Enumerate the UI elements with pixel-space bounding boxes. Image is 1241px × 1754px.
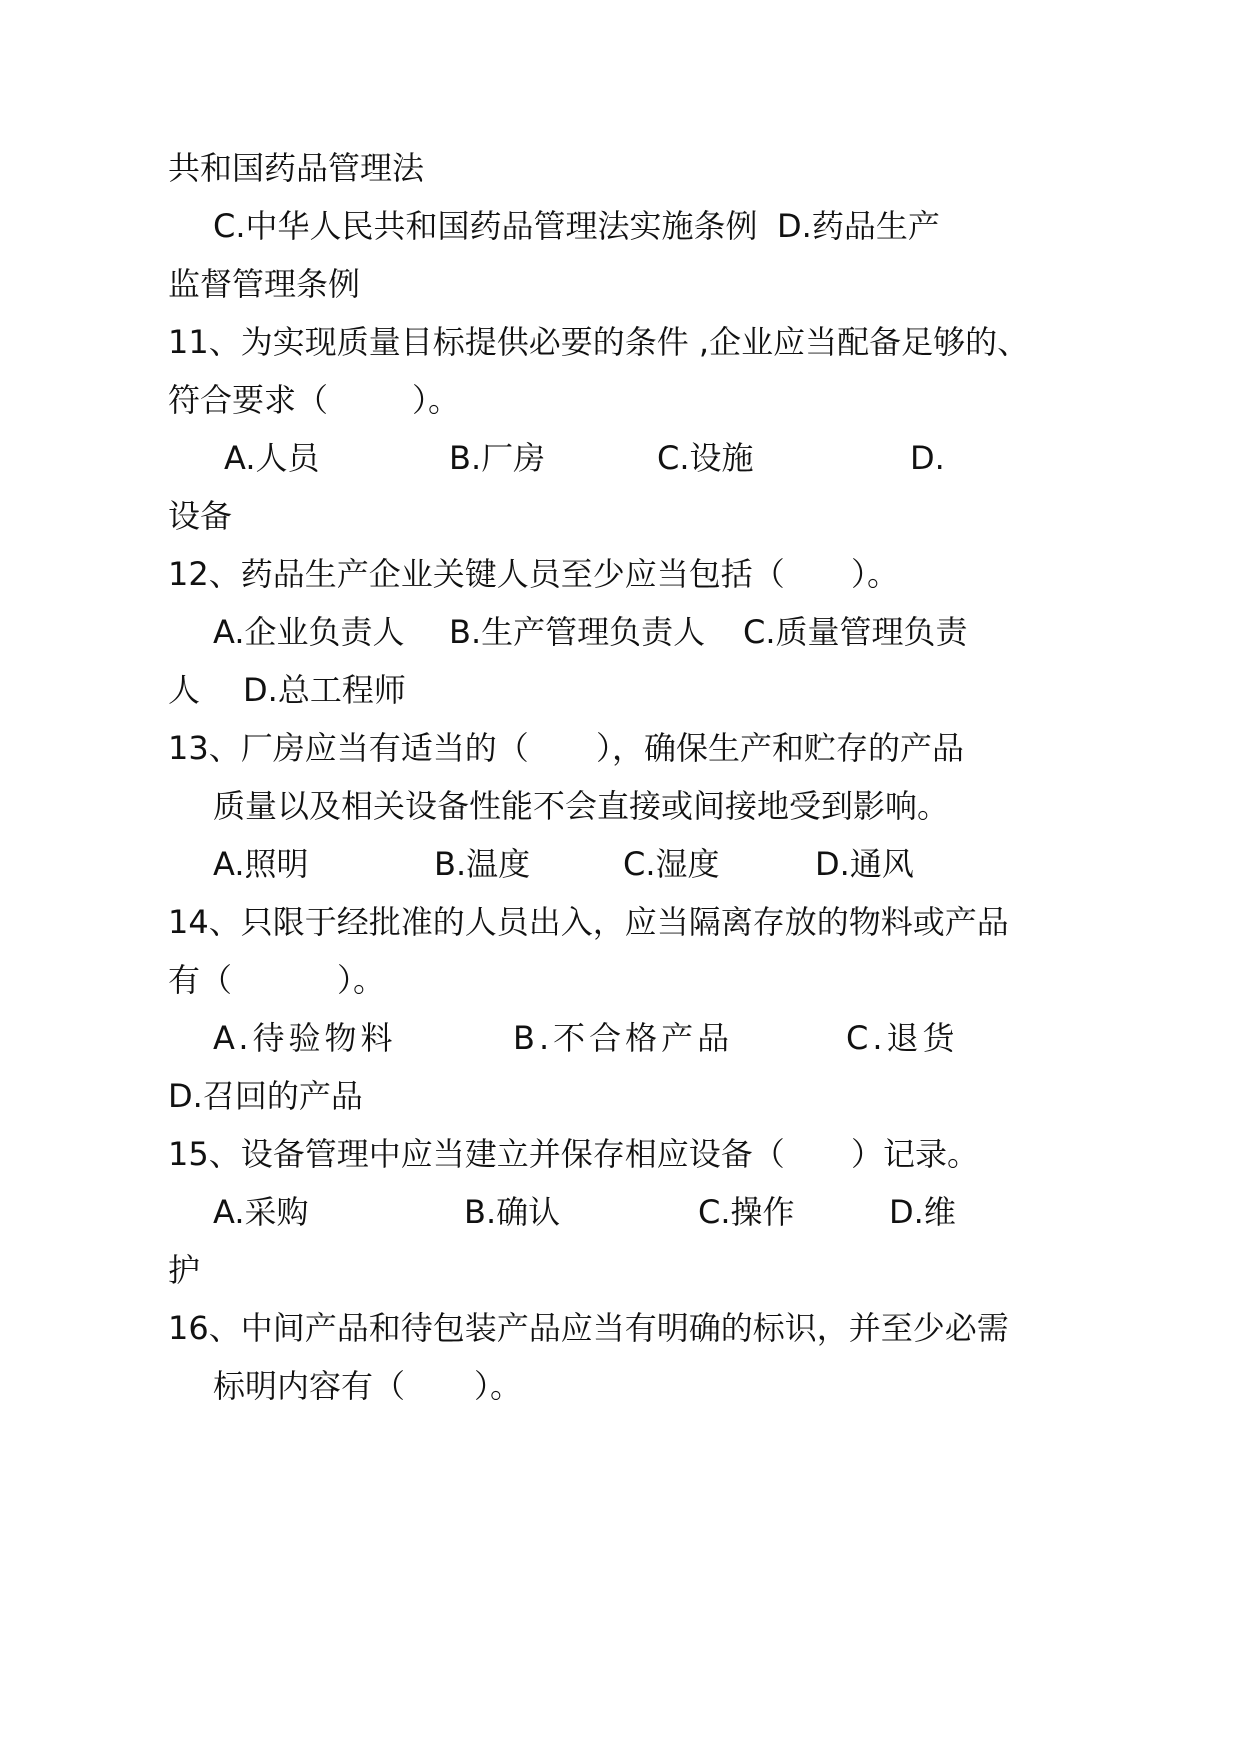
- question-13-text: 13、厂房应当有适当的（: [168, 729, 529, 767]
- question-11-option-d-wrap: 设备: [168, 497, 233, 535]
- question-14-option-d: D.召回的产品: [168, 1077, 363, 1115]
- question-13-option-c: C.湿度: [623, 845, 720, 883]
- question-13-text-cont: ），确保生产和贮存的产品: [596, 729, 965, 767]
- question-14-text: 14、只限于经批准的人员出入，应当隔离存放的物料或产品: [168, 903, 1009, 941]
- question-14-option-a: A.待验物料: [213, 1019, 397, 1057]
- question-12-option-b: B.生产管理负责人: [449, 613, 706, 651]
- question-15-option-b: B.确认: [464, 1193, 561, 1231]
- question-11-option-d: D.: [910, 439, 945, 477]
- question-15-option-d-wrap: 护: [168, 1251, 201, 1289]
- question-15-option-d: D.维: [889, 1193, 956, 1231]
- question-15-text: 15、设备管理中应当建立并保存相应设备（: [168, 1135, 785, 1173]
- question-16-text-wrap: 标明内容有（: [213, 1367, 406, 1405]
- question-13-option-b: B.温度: [434, 845, 531, 883]
- question-11-text: 11、为实现质量目标提供必要的条件 ,企业应当配备足够的、: [168, 323, 1030, 361]
- continuation-text-line: 共和国药品管理法: [168, 149, 425, 187]
- question-11-text-wrap: 符合要求（: [168, 381, 329, 419]
- question-14-option-c: C.退货: [846, 1019, 959, 1057]
- question-12-text: 12、药品生产企业关键人员至少应当包括（: [168, 555, 785, 593]
- question-15-option-c: C.操作: [698, 1193, 795, 1231]
- question-11-blank-close: ）。: [412, 381, 461, 419]
- question-14-text-wrap: 有（: [168, 961, 233, 999]
- option-d-wrap: 监督管理条例: [168, 265, 361, 303]
- question-15-option-a: A.采购: [213, 1193, 309, 1231]
- question-12-option-d: D.总工程师: [243, 671, 406, 709]
- question-13-text-wrap: 质量以及相关设备性能不会直接或间接地受到影响。: [213, 787, 950, 825]
- question-15-text-cont: ）记录。: [851, 1135, 980, 1173]
- option-d-continued: D.药品生产: [777, 207, 940, 245]
- question-12-option-c-wrap: 人: [168, 671, 201, 709]
- question-12-blank-close: ）。: [851, 555, 900, 593]
- question-12-option-a: A.企业负责人: [213, 613, 405, 651]
- question-14-option-b: B.不合格产品: [513, 1019, 734, 1057]
- option-c-continued: C.中华人民共和国药品管理法实施条例: [213, 207, 758, 245]
- question-12-option-c: C.质量管理负责: [743, 613, 968, 651]
- question-16-blank-close: ）。: [474, 1367, 523, 1405]
- question-11-option-a: A.人员: [224, 439, 320, 477]
- question-13-option-d: D.通风: [815, 845, 914, 883]
- question-13-option-a: A.照明: [213, 845, 309, 883]
- question-14-blank-close: ）。: [337, 961, 386, 999]
- question-11-option-b: B.厂房: [449, 439, 546, 477]
- question-11-option-c: C.设施: [657, 439, 754, 477]
- question-16-text: 16、中间产品和待包装产品应当有明确的标识，并至少必需: [168, 1309, 1009, 1347]
